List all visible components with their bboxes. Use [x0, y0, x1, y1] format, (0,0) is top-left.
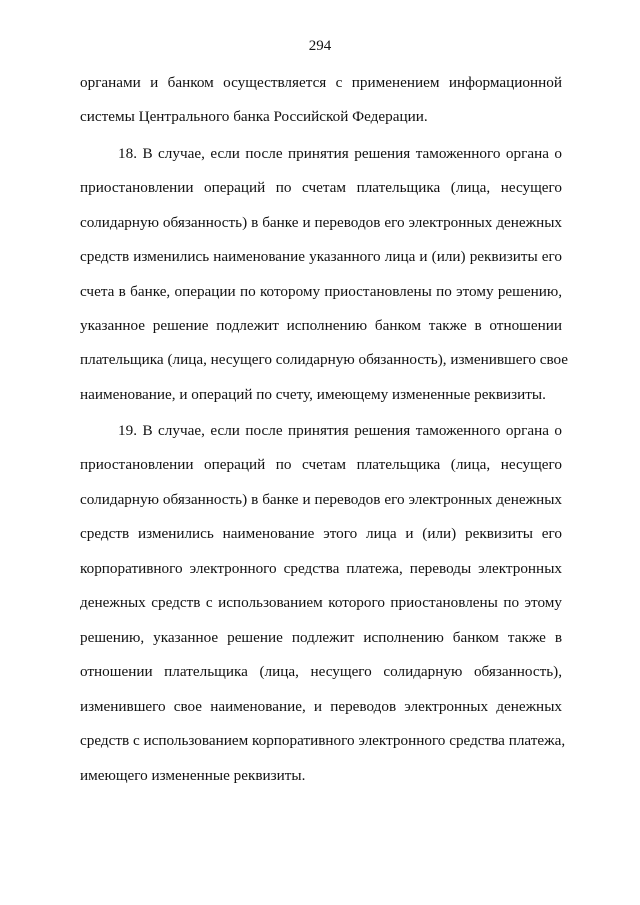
paragraph-19-first-line: 19. В случае, если после принятия решения таможенного органа о — [118, 422, 562, 439]
text-line: системы Центрального банка Российской Федерации. — [80, 108, 428, 125]
text-line: приостановлении операций по счетам плательщика (лица, несущего — [80, 456, 562, 473]
text-line: органами и банком осуществляется с применением информационной — [80, 74, 562, 91]
text-line: приостановлении операций по счетам плательщика (лица, несущего — [80, 179, 562, 196]
text-line: наименование, и операций по счету, имеющему измененные реквизиты. — [80, 386, 546, 403]
paragraph-18-first-line: 18. В случае, если после принятия решения таможенного органа о — [118, 145, 562, 162]
text-line: средств изменились наименование этого лица и (или) реквизиты его — [80, 525, 562, 542]
text-line: корпоративного электронного средства платежа, переводы электронных — [80, 560, 562, 577]
text-line: счета в банке, операции по которому приостановлены по этому решению, — [80, 283, 562, 300]
text-line: солидарную обязанность) в банке и переводов его электронных денежных — [80, 214, 562, 231]
text-line: решению, указанное решение подлежит исполнению банком также в — [80, 629, 562, 646]
page-number: 294 — [308, 38, 332, 54]
text-line: указанное решение подлежит исполнению банком также в отношении — [80, 317, 562, 334]
text-line: солидарную обязанность) в банке и переводов его электронных денежных — [80, 491, 562, 508]
text-line: изменившего свое наименование, и переводов электронных денежных — [80, 698, 562, 715]
text-line: имеющего измененные реквизиты. — [80, 767, 306, 784]
text-line: средств с использованием корпоративного электронного средства платежа, — [80, 732, 566, 749]
text-line: отношении плательщика (лица, несущего солидарную обязанность), — [80, 663, 562, 680]
text-line: денежных средств с использованием которого приостановлены по этому — [80, 594, 562, 611]
text-line: средств изменились наименование указанного лица и (или) реквизиты его — [80, 248, 562, 265]
text-line: плательщика (лица, несущего солидарную обязанность), изменившего свое — [80, 351, 569, 368]
